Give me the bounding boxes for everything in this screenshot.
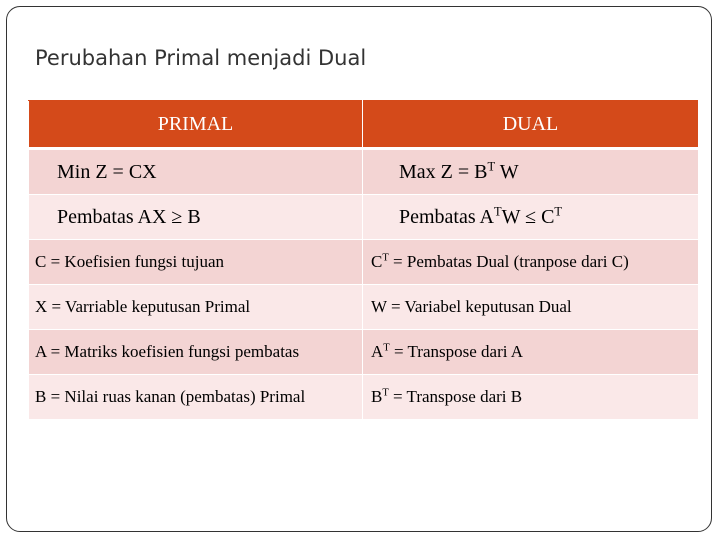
primal-cell: Pembatas AX ≥ B bbox=[29, 195, 363, 240]
primal-cell: Min Z = CX bbox=[29, 149, 363, 195]
table-row bbox=[29, 195, 699, 240]
table-row bbox=[29, 240, 699, 285]
table-row bbox=[29, 330, 699, 375]
dual-cell: W = Variabel keputusan Dual bbox=[363, 285, 699, 330]
header-dual: DUAL bbox=[363, 101, 699, 149]
table-header-row bbox=[29, 101, 699, 149]
primal-cell: X = Varriable keputusan Primal bbox=[29, 285, 363, 330]
dual-cell: $A^T$ = Transpose dari A bbox=[363, 330, 699, 375]
primal-cell: B = Nilai ruas kanan (pembatas) Primal bbox=[29, 375, 363, 420]
slide-title: Perubahan Primal menjadi Dual bbox=[35, 46, 367, 70]
primal-cell: A = Matriks koefisien fungsi pembatas bbox=[29, 330, 363, 375]
primal-dual-table bbox=[28, 100, 699, 420]
dual-cell: Pembatas $A^TW \le C^T$ bbox=[363, 195, 699, 240]
dual-cell: Max $Z = B^T$ W bbox=[363, 149, 699, 195]
primal-cell: C = Koefisien fungsi tujuan bbox=[29, 240, 363, 285]
dual-cell: $B^T$ = Transpose dari B bbox=[363, 375, 699, 420]
header-primal: PRIMAL bbox=[29, 101, 363, 149]
table-row bbox=[29, 285, 699, 330]
table-row bbox=[29, 375, 699, 420]
dual-cell: $C^T$ = Pembatas Dual (tranpose dari C) bbox=[363, 240, 699, 285]
table-row bbox=[29, 149, 699, 195]
